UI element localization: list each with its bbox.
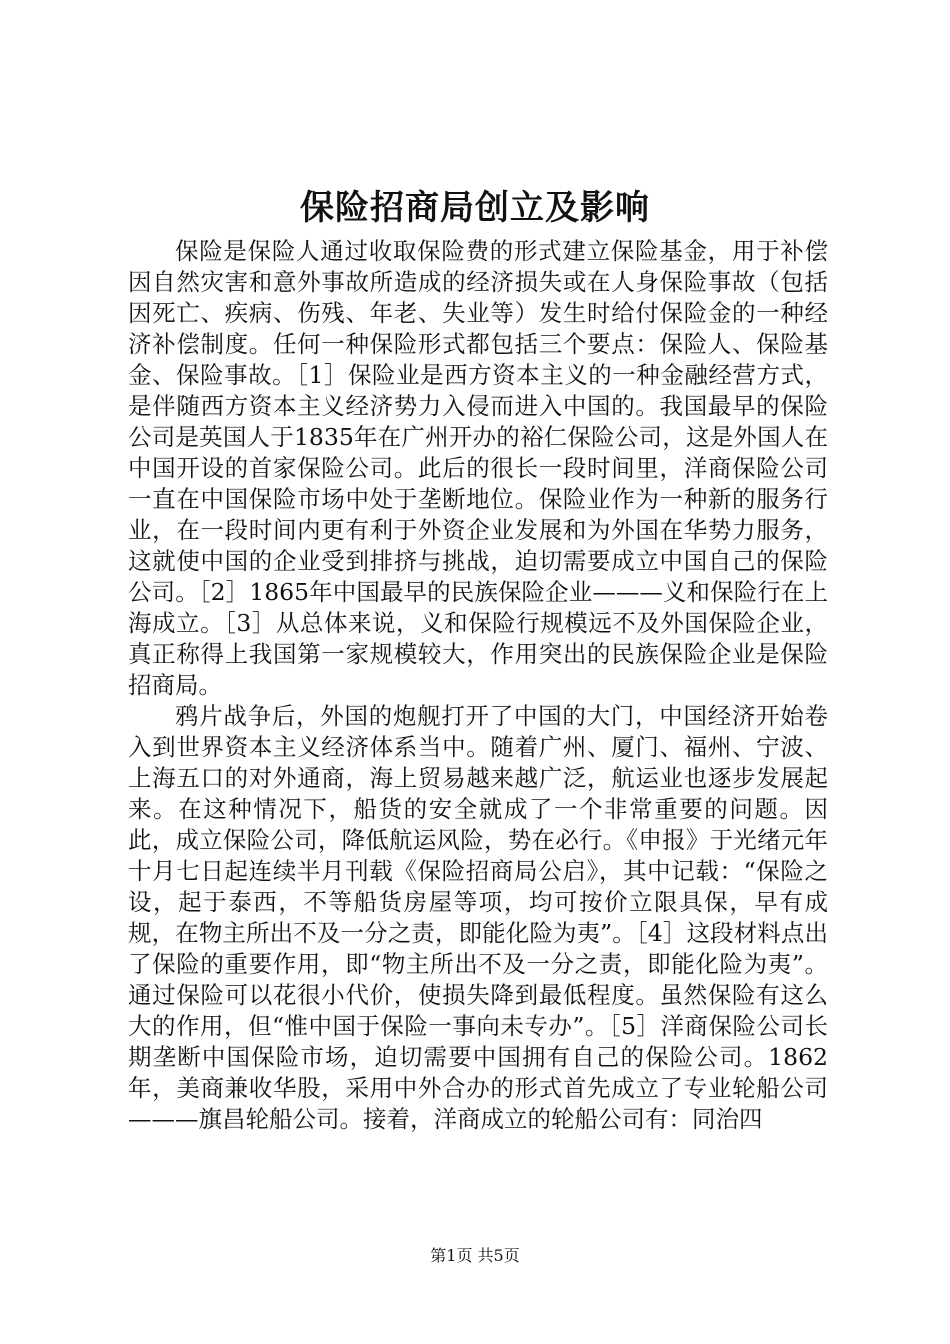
page-footer: 第1页 共5页 bbox=[430, 1246, 520, 1265]
document-body bbox=[128, 236, 828, 1135]
document-title: 保险招商局创立及影响 bbox=[300, 188, 650, 228]
paragraph-1: 保险是保险人通过收取保险费的形式建立保险基金，用于补偿因自然灾害和意外事故所造成的经济损失或在人身保险事故（包括因死亡、疾病、伤残、年老、失业等）发生时给付保险金的一种经济补偿制度。任何一种保险形式都包括三个要点：保险人、保险基金、保险事故。［1］保险业是西方资本主义的一种金融经营方式，是伴随西方资本主义经济势力入侵而进入中国的。我国最早的保险公司是英国人于1835年在广州开办的裕仁保险公司，这是外国人在中国开设的首家保险公司。此后的很长一段时间里，洋商保险公司一直在中国保险市场中处于垄断地位。保险业作为一种新的服务行业，在一段时间内更有利于外资企业发展和为外国在华势力服务，这就使中国的企业受到排挤与挑战，迫切需要成立中国自己的保险公司。［2］1865年中国最早的民族保险企业———义和保险行在上海成立。［3］从总体来说，义和保险行规模远不及外国保险企业，真正称得上我国第一家规模较大，作用突出的民族保险企业是保险招商局。 bbox=[128, 237, 828, 699]
paragraph-2: 鸦片战争后，外国的炮舰打开了中国的大门，中国经济开始卷入到世界资本主义经济体系当中。随着广州、厦门、福州、宁波、上海五口的对外通商，海上贸易越来越广泛，航运业也逐步发展起来。在这种情况下，船货的安全就成了一个非常重要的问题。因此，成立保险公司，降低航运风险，势在必行。《申报》于光绪元年十月七日起连续半月刊载《保险招商局公启》，其中记载：“保险之设，起于泰西，不等船货房屋等项，均可按价立限具保，早有成规，在物主所出不及一分之责，即能化险为夷”。［4］这段材料点出了保险的重要作用，即“物主所出不及一分之责，即能化险为夷”。通过保险可以花很小代价，使损失降到最低程度。虽然保险有这么大的作用，但“惟中国于保险一事向未专办”。［5］洋商保险公司长期垄断中国保险市场，迫切需要中国拥有自己的保险公司。1862年，美商兼收华股，采用中外合办的形式首先成立了专业轮船公司———旗昌轮船公司。接着，洋商成立的轮船公司有：同治四 bbox=[128, 702, 828, 1133]
